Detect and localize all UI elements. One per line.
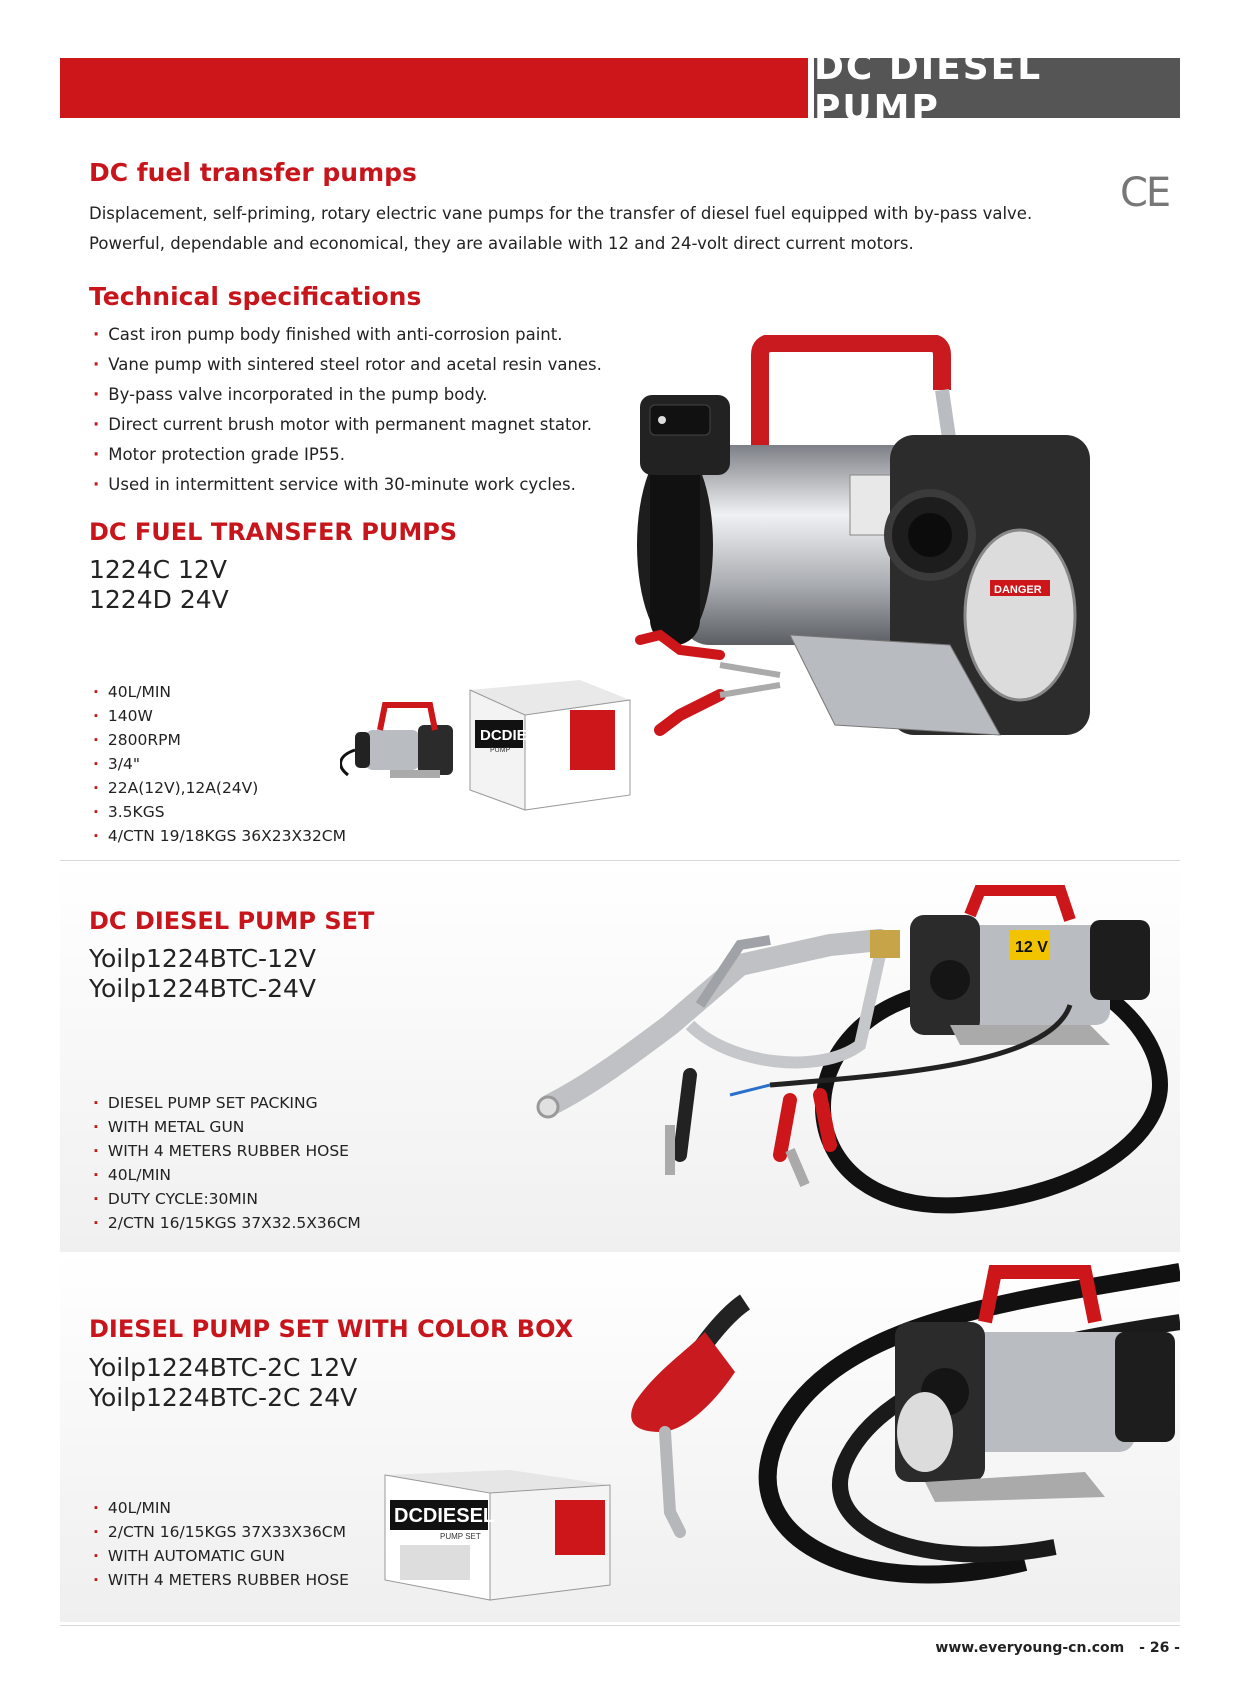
list-item: · By-pass valve incorporated in the pump body. [93, 385, 488, 404]
section2-bullets [93, 1091, 361, 1235]
header-title-box [814, 47, 1180, 129]
color-box-label: DCDIESEL [394, 1505, 496, 1527]
list-item: · Direct current brush motor with permanent magnet stator. [93, 415, 593, 434]
tech-heading: Technical specifications [89, 282, 422, 311]
section3-title: DIESEL PUMP SET WITH COLOR BOX [89, 1315, 574, 1343]
danger-label: DANGER [994, 584, 1042, 596]
list-item: · Vane pump with sintered steel rotor and acetal resin vanes. [93, 355, 602, 374]
list-item: · 3.5KGS [93, 803, 165, 821]
list-item: · Motor protection grade IP55. [93, 445, 346, 464]
list-item: · 2800RPM [93, 731, 181, 749]
list-item: · WITH METAL GUN [93, 1118, 245, 1136]
page-title: DC DIESEL PUMP [814, 47, 1043, 129]
color-box-image [380, 1445, 620, 1605]
footer-website: www.everyoung-cn.com [935, 1640, 1125, 1656]
box-label: DCDIESEL [480, 727, 556, 744]
list-item: · WITH 4 METERS RUBBER HOSE [93, 1571, 349, 1589]
section3-model-2: Yoilp1224BTC-2C 24V [89, 1383, 358, 1412]
section1-model-1: 1224C 12V [89, 555, 227, 584]
section3-bullets [93, 1496, 349, 1592]
section2-title: DC DIESEL PUMP SET [89, 907, 375, 935]
intro-line-1: Displacement, self-priming, rotary electric vane pumps for the transfer of diesel fuel equipped with by-pass valve. [89, 204, 1033, 223]
voltage-label: 12 V [1015, 939, 1048, 956]
pump-set-automatic-gun-image [625, 1262, 1180, 1622]
section2-model-2: Yoilp1224BTC-24V [89, 974, 316, 1003]
section2-model-1: Yoilp1224BTC-12V [89, 944, 316, 973]
list-item: · 40L/MIN [93, 683, 172, 701]
box-sub-label: PUMP [490, 747, 511, 754]
separator-1 [60, 860, 1180, 861]
large-pump-image [620, 335, 1185, 805]
list-item: · WITH AUTOMATIC GUN [93, 1547, 285, 1565]
section1-bullets [93, 680, 346, 848]
section1-title: DC FUEL TRANSFER PUMPS [89, 518, 458, 546]
page-number: - 26 - [1139, 1640, 1180, 1656]
pump-set-metal-gun-image [530, 885, 1180, 1245]
list-item: · 3/4" [93, 755, 140, 773]
list-item: · DUTY CYCLE:30MIN [93, 1190, 258, 1208]
list-item: · WITH 4 METERS RUBBER HOSE [93, 1142, 349, 1160]
ce-mark: CE [1120, 170, 1170, 216]
list-item: · 40L/MIN [93, 1166, 172, 1184]
list-item: · 2/CTN 16/15KGS 37X33X36CM [93, 1523, 346, 1541]
intro-heading: DC fuel transfer pumps [89, 158, 417, 187]
list-item: · 40L/MIN [93, 1499, 172, 1517]
list-item: · Cast iron pump body finished with anti-corrosion paint. [93, 325, 563, 344]
footer [935, 1640, 1180, 1656]
intro-line-2: Powerful, dependable and economical, they are available with 12 and 24-volt direct current motors. [89, 234, 914, 253]
section3-model-1: Yoilp1224BTC-2C 12V [89, 1353, 358, 1382]
section1-model-2: 1224D 24V [89, 585, 229, 614]
list-item: · 2/CTN 16/15KGS 37X32.5X36CM [93, 1214, 361, 1232]
list-item: · DIESEL PUMP SET PACKING [93, 1094, 318, 1112]
separator-3 [60, 1625, 1180, 1626]
tech-spec-list [93, 320, 602, 500]
list-item: · 22A(12V),12A(24V) [93, 779, 259, 797]
list-item: · Used in intermittent service with 30-minute work cycles. [93, 475, 576, 494]
list-item: · 140W [93, 707, 153, 725]
list-item: · 4/CTN 19/18KGS 36X23X32CM [93, 827, 346, 845]
small-pump-with-box-image [340, 670, 640, 815]
header-red-bar [60, 58, 808, 118]
color-box-sub-label: PUMP SET [440, 1532, 481, 1541]
